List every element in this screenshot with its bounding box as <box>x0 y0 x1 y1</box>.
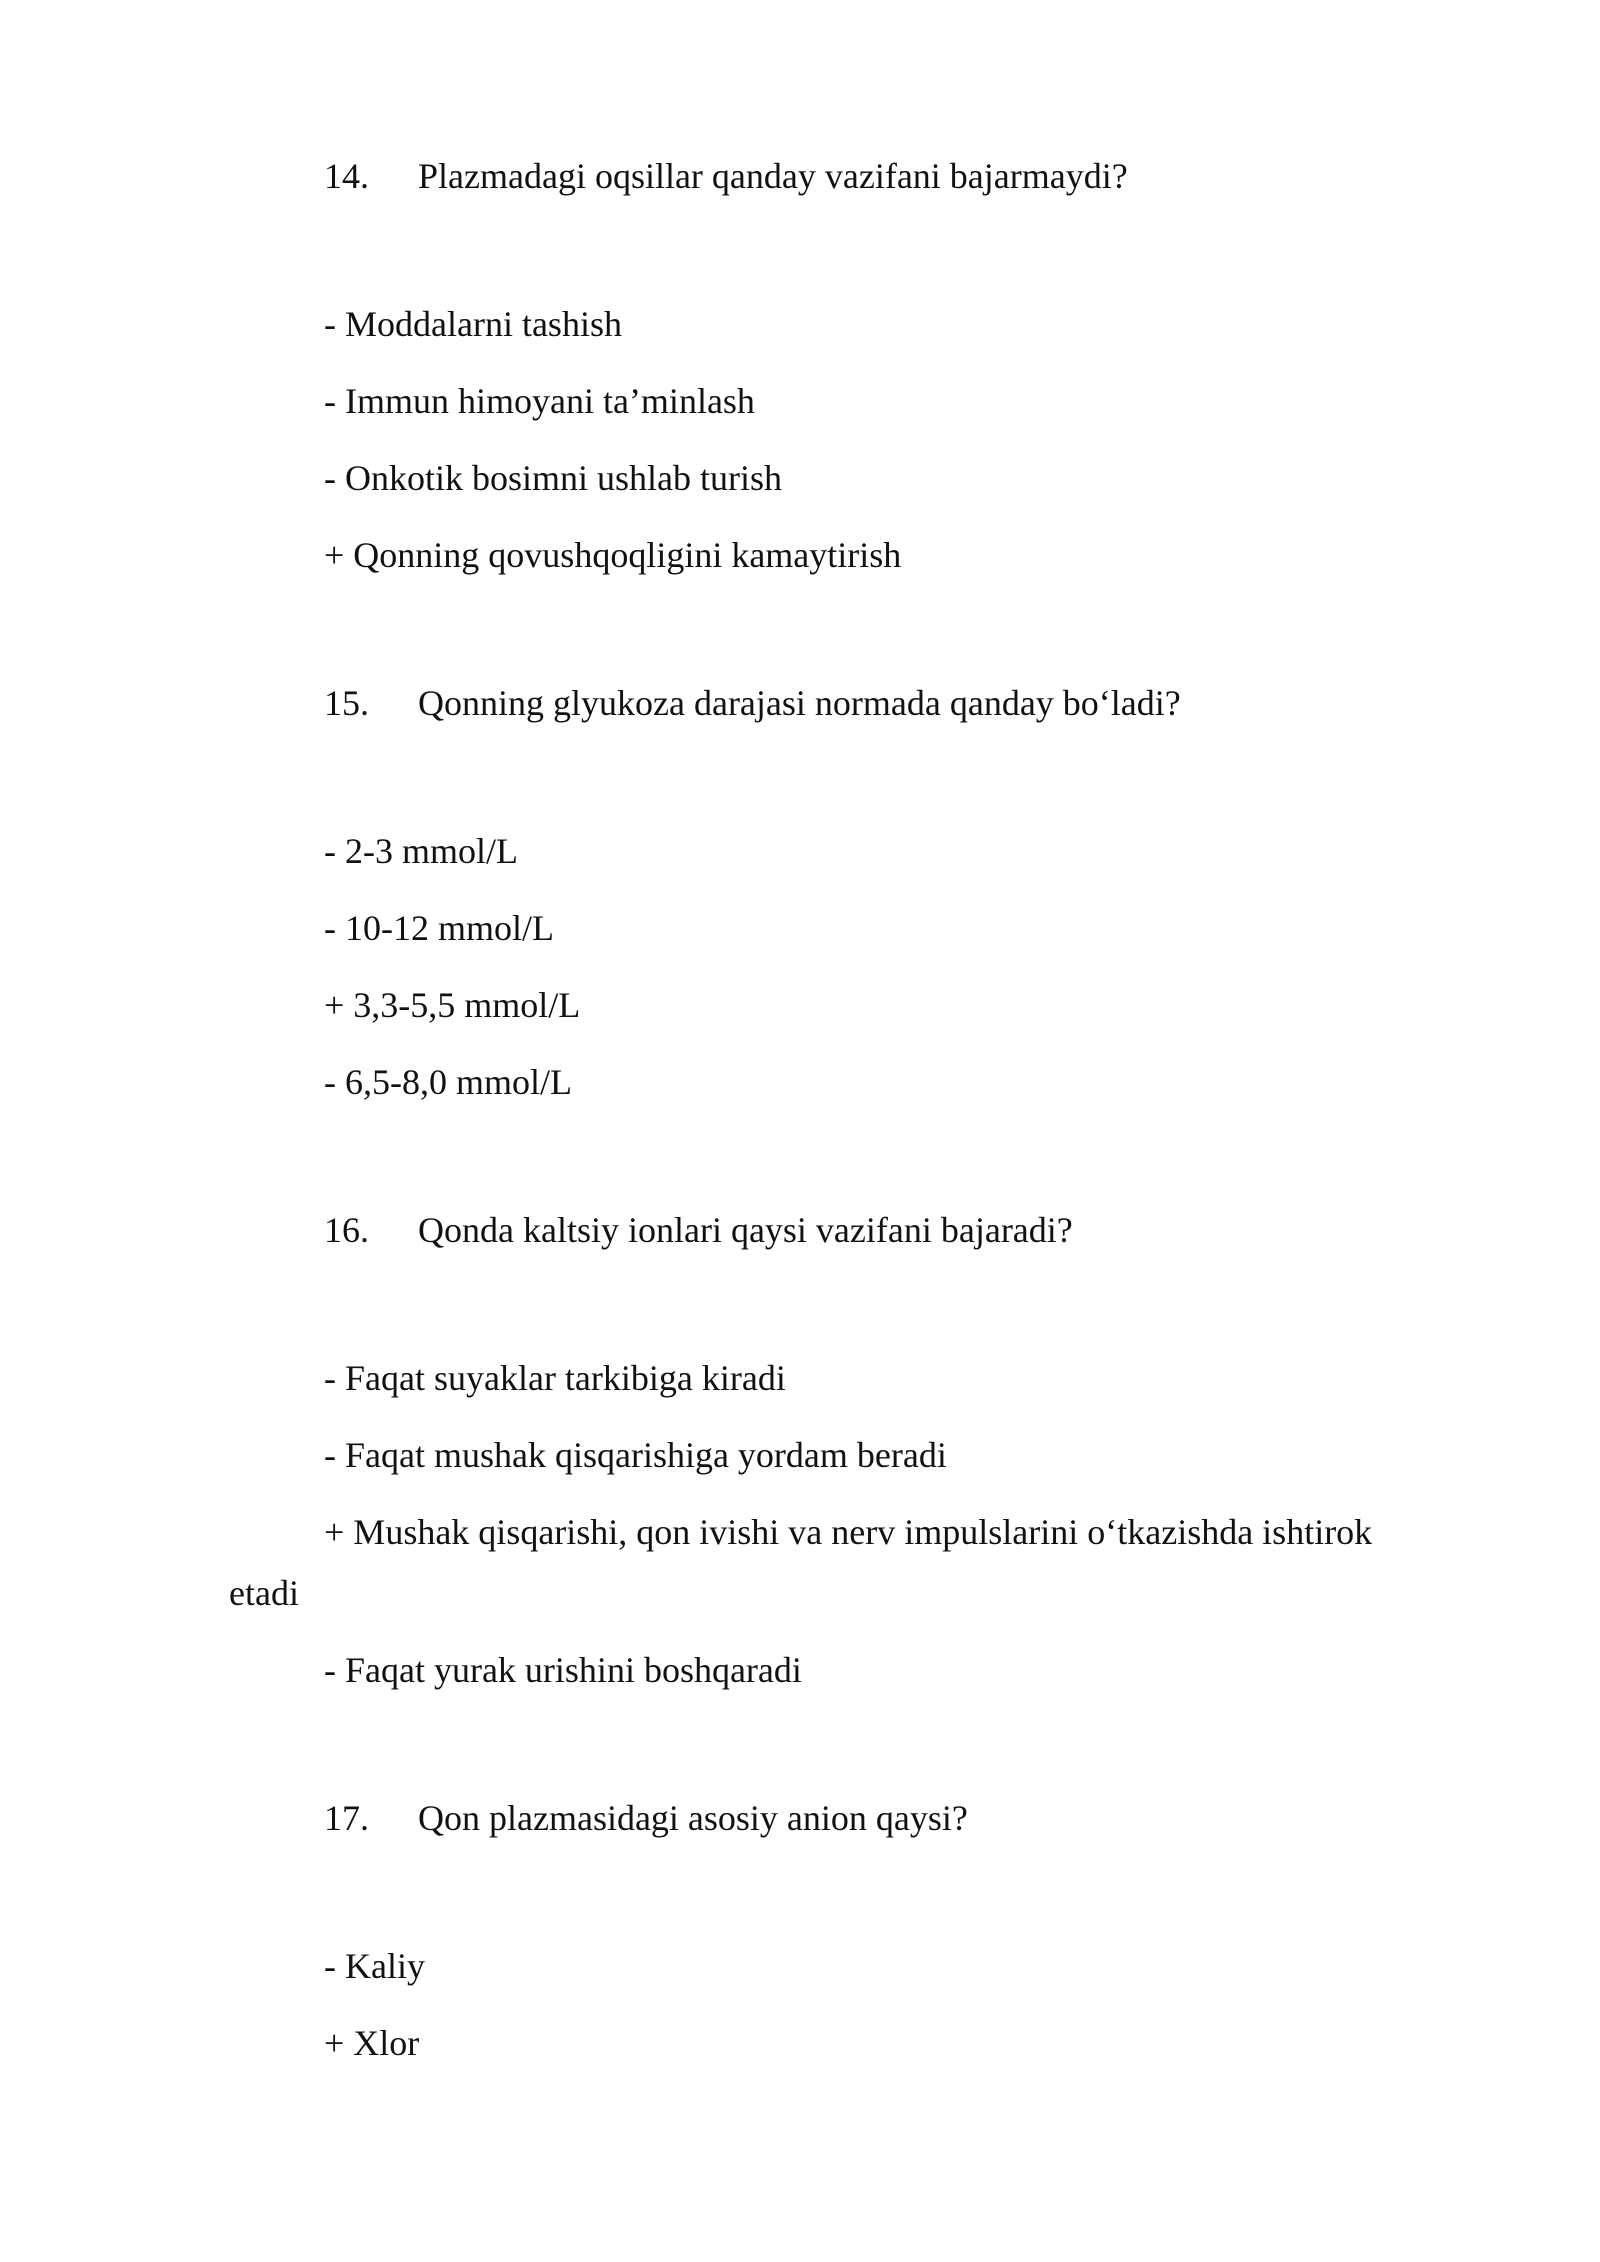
option-item-correct: + 3,3-5,5 mmol/L <box>324 985 581 1025</box>
question-16 <box>324 1208 1424 1252</box>
option-item: - Faqat yurak urishini boshqaradi <box>324 1650 802 1690</box>
question-number: 16. <box>324 1210 369 1250</box>
question-text: Qonning glyukoza darajasi normada qanday bo‘ladi? <box>418 683 1181 723</box>
question-text: Plazmadagi oqsillar qanday vazifani bajarmaydi? <box>418 156 1128 196</box>
option-item: - Immun himoyani ta’minlash <box>324 381 755 421</box>
question-14 <box>324 154 1424 198</box>
question-number: 17. <box>324 1798 369 1838</box>
option-item: - Faqat mushak qisqarishiga yordam beradi <box>324 1435 947 1475</box>
question-text: Qon plazmasidagi asosiy anion qaysi? <box>418 1798 968 1838</box>
question-number: 15. <box>324 683 369 723</box>
option-item: - Kaliy <box>324 1946 425 1986</box>
option-item: - Moddalarni tashish <box>324 304 622 344</box>
option-item-correct: + Mushak qisqarishi, qon ivishi va nerv impulslarini o‘tkazishda ishtirok <box>324 1512 1373 1552</box>
option-item: - Faqat suyaklar tarkibiga kiradi <box>324 1358 786 1398</box>
question-number: 14. <box>324 156 369 196</box>
option-item: - 6,5-8,0 mmol/L <box>324 1062 572 1102</box>
option-item: - Onkotik bosimni ushlab turish <box>324 458 782 498</box>
option-item: - 10-12 mmol/L <box>324 908 554 948</box>
question-15 <box>324 681 1424 725</box>
question-text: Qonda kaltsiy ionlari qaysi vazifani bajaradi? <box>418 1210 1073 1250</box>
option-item-correct: + Xlor <box>324 2023 420 2063</box>
option-continuation: etadi <box>229 1573 299 1613</box>
question-17 <box>324 1796 1424 1840</box>
option-item: - 2-3 mmol/L <box>324 831 518 871</box>
option-item-correct: + Qonning qovushqoqligini kamaytirish <box>324 535 902 575</box>
